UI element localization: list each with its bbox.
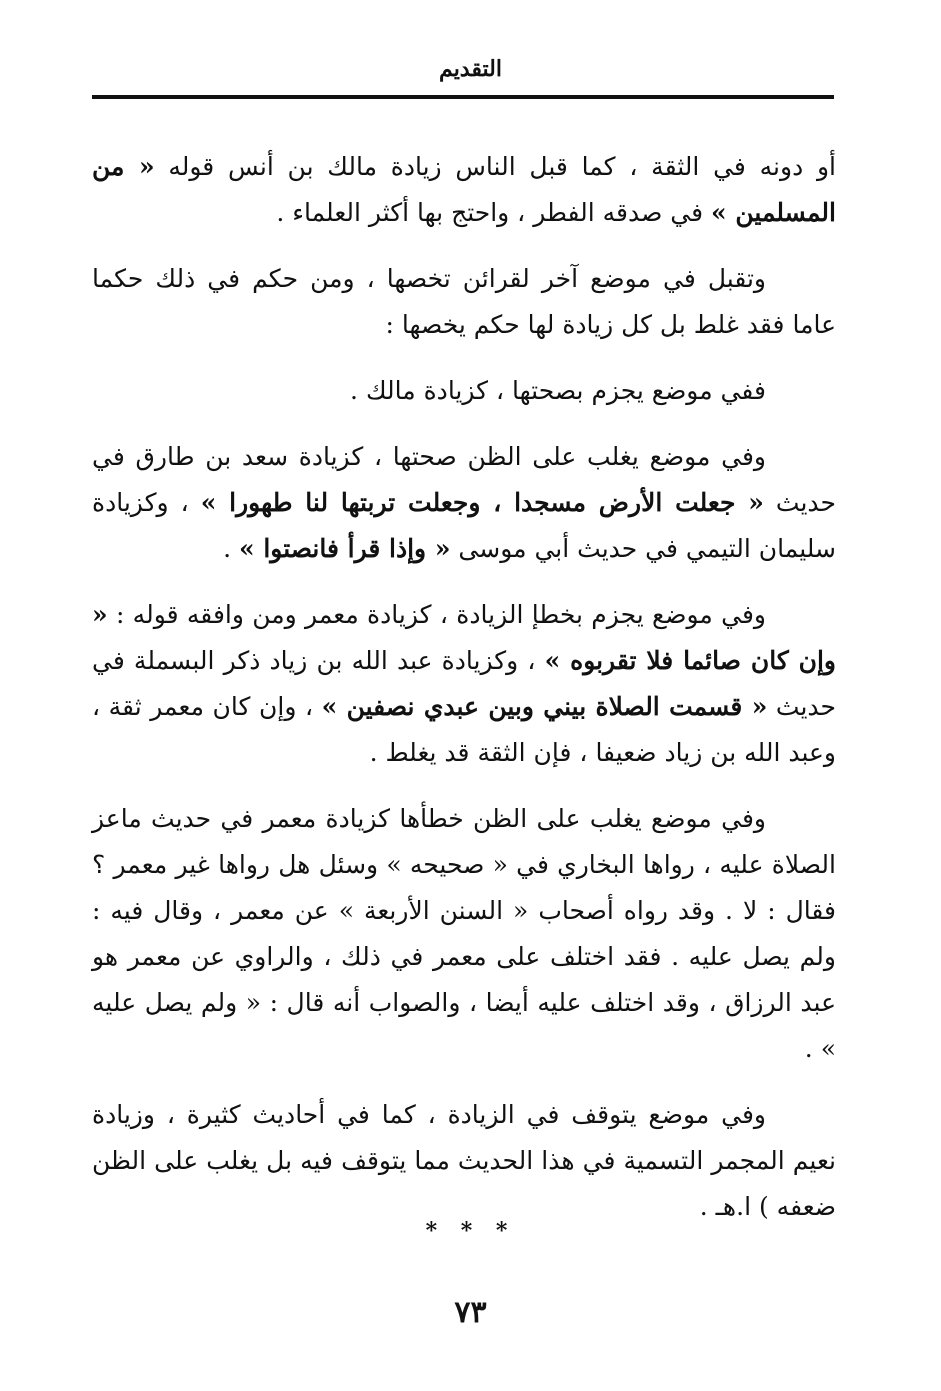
text-segment: . xyxy=(223,534,239,563)
text-segment: وفي موضع يغلب على الظن خطأها كزيادة معمر في حديث ماعز الصلاة عليه ، رواها البخاري في « صحيحه » وسئل هل رواها غير معمر ؟ فقال : لا . وقد رواه أصحاب « السنن الأربعة » عن معمر ، وقال فيه : ولم يصل عليه . فقد اختلف على معمر في ذلك ، والراوي عن معمر هو عبد الرزاق ، وقد اختلف عليه أيضا ، والصواب أنه قال : « ولم يصل عليه » . xyxy=(92,804,836,1063)
text-segment: في صدقه الفطر ، واحتج بها أكثر العلماء . xyxy=(276,198,712,227)
text-segment: ففي موضع يجزم بصحتها ، كزيادة مالك . xyxy=(350,376,766,405)
text-segment: وفي موضع يتوقف في الزيادة ، كما في أحاديث كثيرة ، وزيادة نعيم المجمر التسمية في هذا الحديث مما يتوقف فيه بل يغلب على الظن ضعفه ) ا.هـ . xyxy=(92,1100,836,1221)
paragraph-1 xyxy=(92,144,836,236)
paragraph-5 xyxy=(92,592,836,776)
header-rule xyxy=(92,95,834,99)
quoted-text: « قسمت الصلاة بيني وبين عبدي نصفين » xyxy=(321,692,768,721)
text-segment: ، وإن كان معمر ثقة ، وعبد الله بن زياد ضعيفا ، فإن الثقة قد يغلط . xyxy=(92,692,836,767)
text-segment: وفي موضع يغلب على الظن صحتها ، كزيادة سعد بن طارق في حديث xyxy=(92,442,836,517)
page-number: ٧٣ xyxy=(454,1295,487,1330)
paragraph-3 xyxy=(92,368,836,414)
paragraph-6 xyxy=(92,796,836,1072)
quoted-text: « من المسلمين » xyxy=(92,152,836,227)
running-header-title: التقديم xyxy=(439,56,502,82)
quoted-text: « وإذا قرأ فانصتوا » xyxy=(239,534,451,563)
body-text xyxy=(92,144,836,1250)
text-segment: ، وكزيادة سليمان التيمي في حديث أبي موسى xyxy=(92,488,836,563)
quoted-text: « جعلت الأرض مسجدا ، وجعلت تربتها لنا طهورا » xyxy=(200,488,764,517)
text-segment: أو دونه في الثقة ، كما قبل الناس زيادة مالك بن أنس قوله xyxy=(154,152,836,181)
section-separator: * * * xyxy=(425,1218,516,1244)
paragraph-2 xyxy=(92,256,836,348)
paragraph-7 xyxy=(92,1092,836,1230)
text-segment: ، وكزيادة عبد الله بن زياد ذكر البسملة في حديث xyxy=(92,646,837,721)
text-segment: وفي موضع يجزم بخطإ الزيادة ، كزيادة معمر ومن وافقه قوله : xyxy=(107,600,766,629)
quoted-text: « وإن كان صائما فلا تقربوه » xyxy=(92,600,837,675)
paragraph-4 xyxy=(92,434,836,572)
text-segment: وتقبل في موضع آخر لقرائن تخصها ، ومن حكم في ذلك حكما عاما فقد غلط بل كل زيادة لها حكم يخصها : xyxy=(92,264,836,339)
